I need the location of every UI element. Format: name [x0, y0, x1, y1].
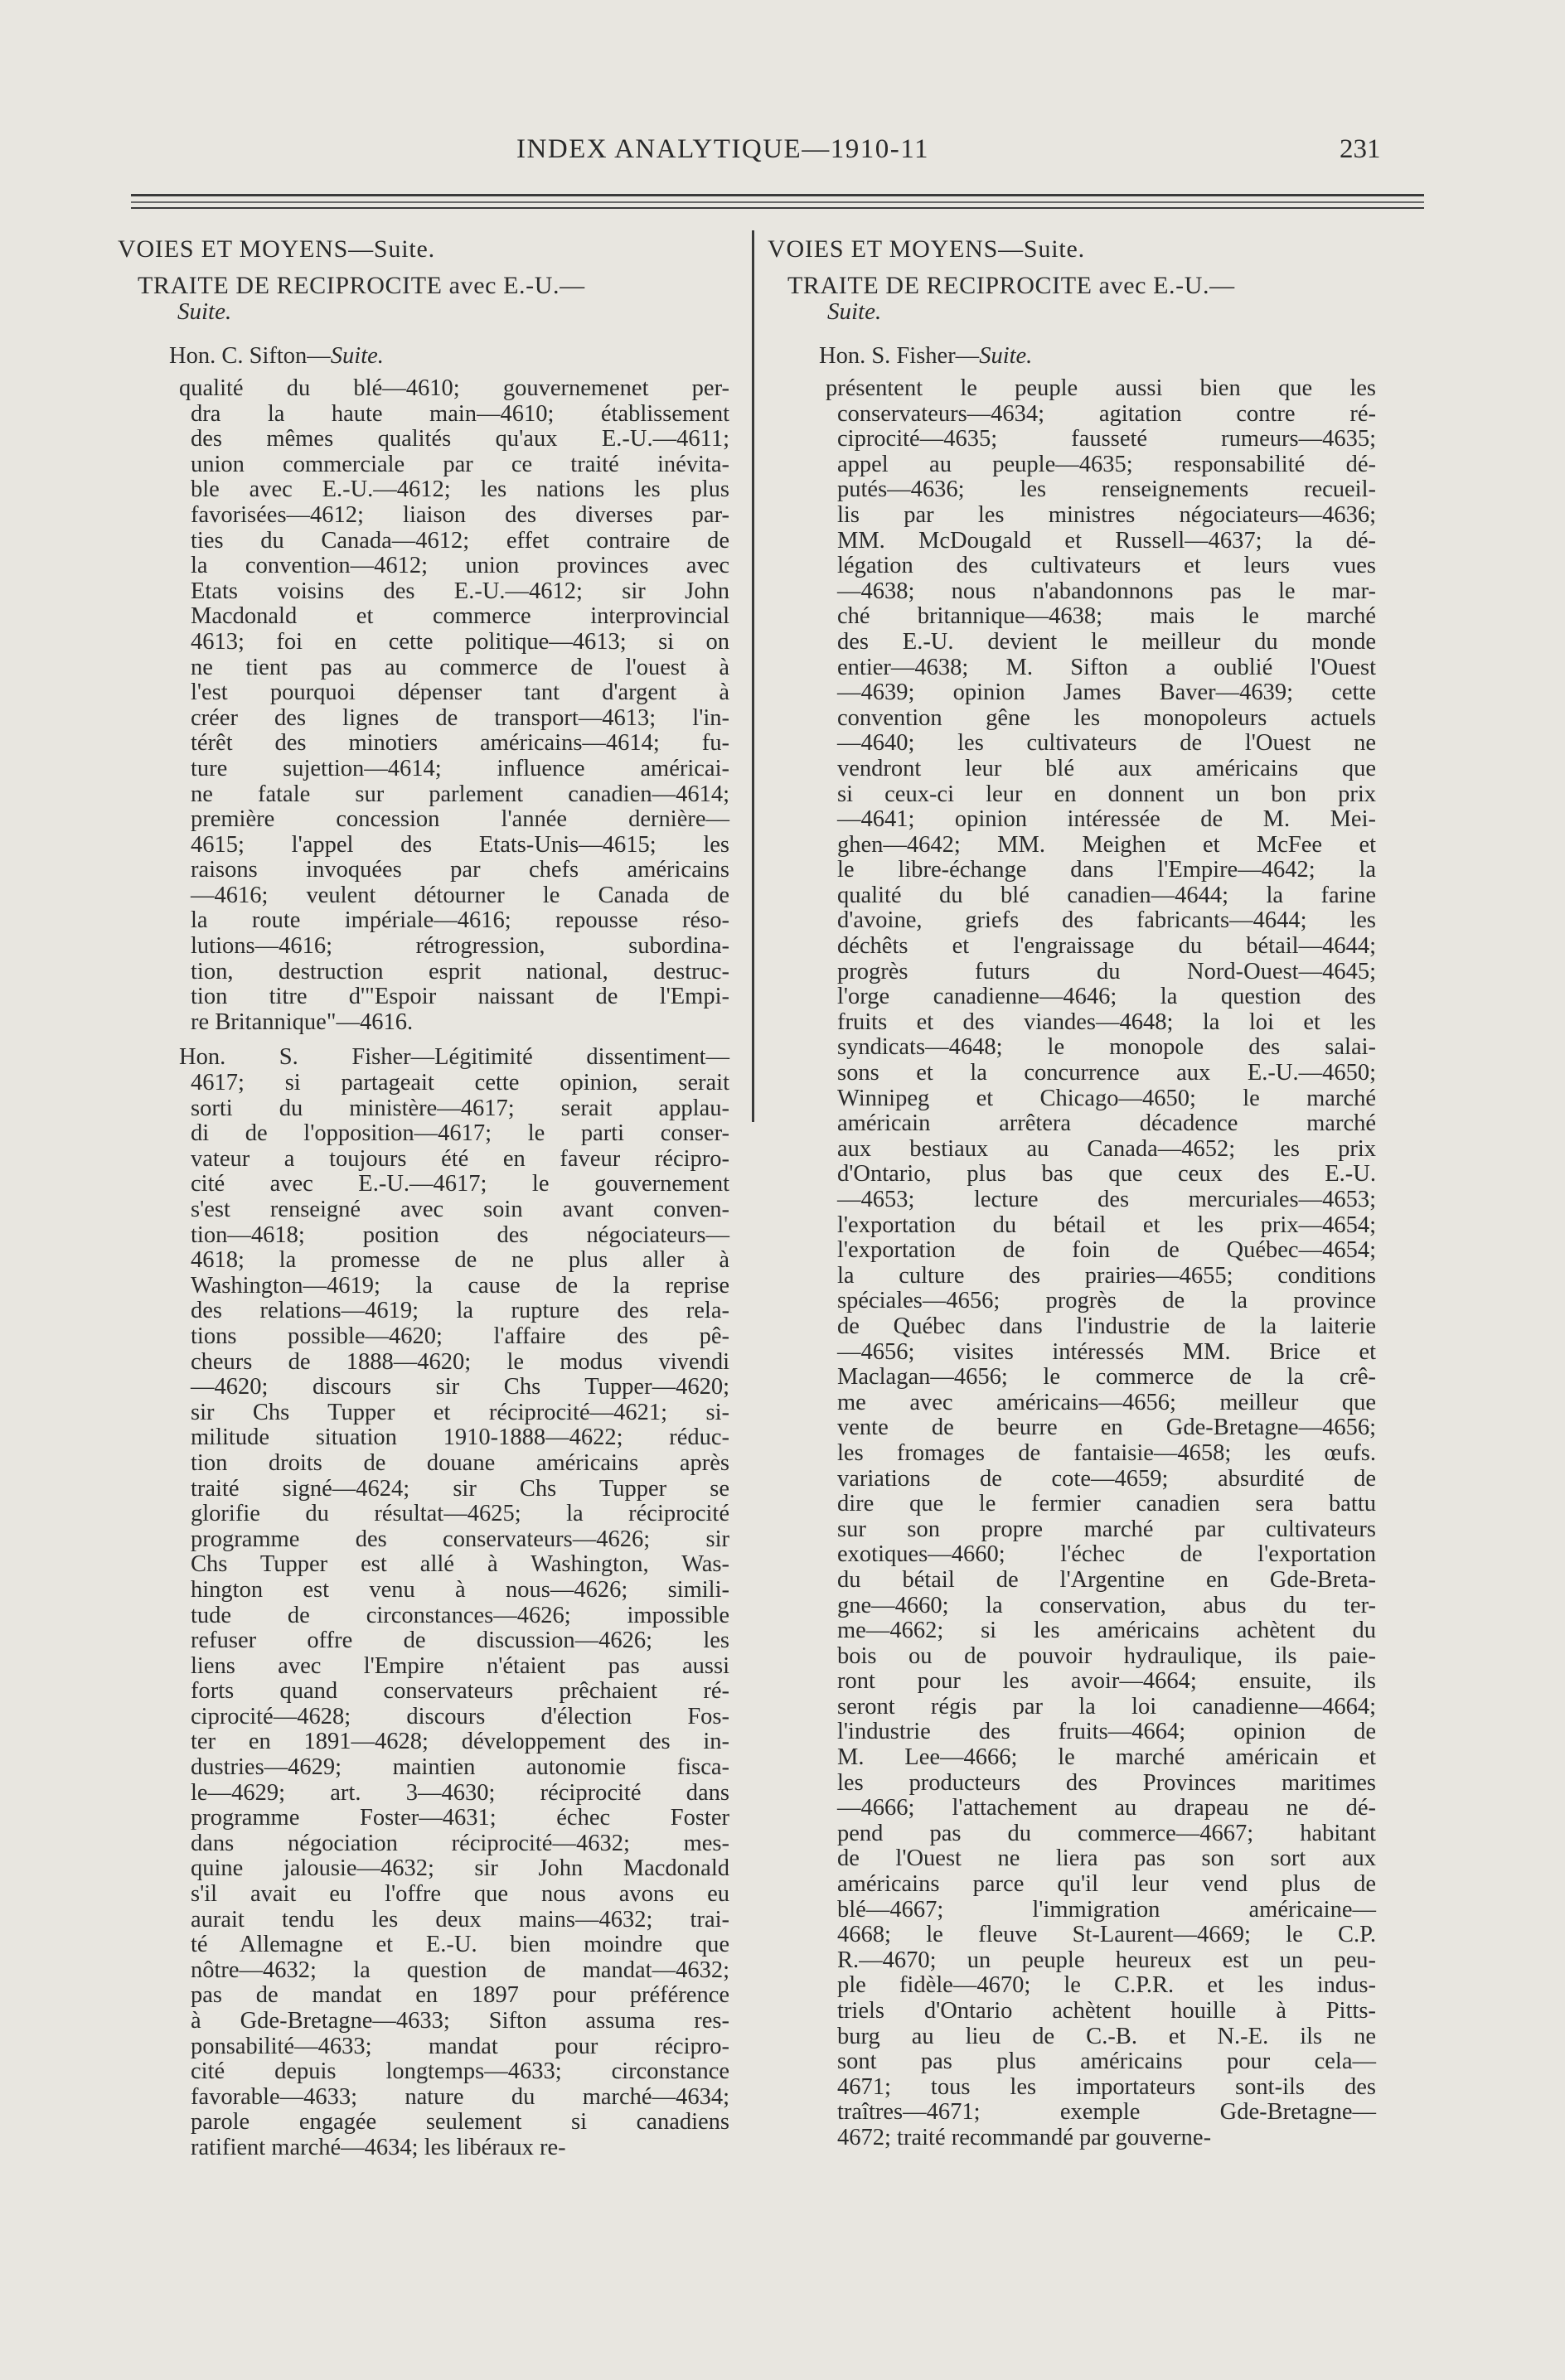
text-line: s'il avait eu l'offre que nous avons eu	[191, 1881, 729, 1908]
text-line: pas de mandat en 1897 pour préférence	[191, 1982, 729, 2009]
text-line: 4617; si partageait cette opinion, serait	[191, 1070, 729, 1096]
text-line: ratifient marché—4634; les libéraux re-	[191, 2134, 566, 2160]
text-line: Washington—4619; la cause de la reprise	[191, 1272, 729, 1299]
index-entry	[826, 375, 1376, 2151]
header-rule-middle	[131, 201, 1424, 203]
text-line: favorable—4633; nature du marché—4634;	[191, 2083, 729, 2110]
text-line: légation des cultivateurs et leurs vues	[837, 553, 1376, 579]
text-line: Hon. S. Fisher—Légitimité dissentiment—	[179, 1044, 729, 1071]
text-line: térêt des minotiers américains—4614; fu-	[191, 730, 729, 757]
text-line: ple fidèle—4670; le C.P.R. et les indus-	[837, 1972, 1376, 1999]
text-line: aurait tendu les deux mains—4632; trai-	[191, 1906, 729, 1933]
text-line: ponsabilité—4633; mandat pour récipro-	[191, 2033, 729, 2059]
section-heading: VOIES ET MOYENS—Suite.	[118, 235, 435, 263]
text-line: syndicats—4648; le monopole des salai-	[837, 1034, 1376, 1061]
text-line: d'avoine, griefs des fabricants—4644; les	[837, 907, 1376, 934]
text-line: présentent le peuple aussi bien que les	[826, 375, 1376, 401]
text-line: ter en 1891—4628; développement des in-	[191, 1729, 729, 1755]
text-line: le—4629; art. 3—4630; réciprocité dans	[191, 1779, 729, 1806]
text-line: triels d'Ontario achètent houille à Pitts-	[837, 1998, 1376, 2024]
text-line: progrès futurs du Nord-Ouest—4645;	[837, 958, 1376, 984]
left-column	[118, 235, 738, 2161]
text-line: bois ou de pouvoir hydraulique, ils paie-	[837, 1642, 1376, 1669]
text-line: ture sujettion—4614; influence américai-	[191, 755, 729, 781]
text-line: refuser offre de discussion—4626; les	[191, 1628, 729, 1654]
text-line: créer des lignes de transport—4613; l'in-	[191, 704, 729, 731]
text-line: gne—4660; la conservation, abus du ter-	[837, 1592, 1376, 1618]
text-line: les producteurs des Provinces maritimes	[837, 1769, 1376, 1796]
page-number: 231	[1340, 134, 1381, 164]
text-line: me avec américains—4656; meilleur que	[837, 1389, 1376, 1415]
text-line: tion droits de douane américains après	[191, 1449, 729, 1476]
text-line: union commerciale par ce traité inévita-	[191, 451, 729, 477]
text-line: traîtres—4671; exemple Gde-Bretagne—	[837, 2099, 1376, 2126]
text-line: dra la haute main—4610; établissement	[191, 400, 729, 427]
text-line: si ceux-ci leur en donnent un bon prix	[837, 781, 1376, 807]
text-line: les fromages de fantaisie—4658; les œufs.	[837, 1439, 1376, 1466]
text-line: s'est renseigné avec soin avant conven-	[191, 1197, 729, 1222]
subsection-heading: TRAITE DE RECIPROCITE avec E.-U.—	[787, 272, 1235, 299]
text-line: ties du Canada—4612; effet contraire de	[191, 527, 729, 554]
speaker-suffix: Suite.	[330, 343, 384, 369]
text-line: dire que le fermier canadien sera battu	[837, 1491, 1376, 1517]
speaker-suffix: Suite.	[979, 343, 1033, 369]
text-line: 4613; foi en cette politique—4613; si on	[191, 628, 729, 655]
text-line: forts quand conservateurs prêchaient ré-	[191, 1678, 729, 1705]
text-line: américains parce qu'il leur vend plus de	[837, 1871, 1376, 1898]
text-line: traité signé—4624; sir Chs Tupper se	[191, 1475, 729, 1502]
text-line: à Gde-Bretagne—4633; Sifton assuma res-	[191, 2008, 729, 2034]
text-line: américain arrêtera décadence marché	[837, 1110, 1376, 1137]
text-line: entier—4638; M. Sifton a oublié l'Ouest	[837, 654, 1376, 680]
text-line: ché britannique—4638; mais le marché	[837, 603, 1376, 630]
text-line: lutions—4616; rétrogression, subordina-	[191, 933, 729, 960]
index-entry	[179, 375, 729, 1035]
text-line: burg au lieu de C.-B. et N.-E. ils ne	[837, 2023, 1376, 2049]
text-line: seront régis par la loi canadienne—4664;	[837, 1693, 1376, 1720]
text-line: 4668; le fleuve St-Laurent—4669; le C.P.	[837, 1922, 1376, 1948]
speaker-heading	[169, 343, 738, 370]
text-line: vendront leur blé aux américains que	[837, 755, 1376, 781]
subsection-heading: TRAITE DE RECIPROCITE avec E.-U.—	[138, 272, 585, 299]
text-line: parole engagée seulement si canadiens	[191, 2109, 729, 2136]
text-line: nôtre—4632; la question de mandat—4632;	[191, 1957, 729, 1983]
column-divider	[752, 230, 754, 1122]
text-line: té Allemagne et E.-U. bien moindre que	[191, 1932, 729, 1958]
text-line: lis par les ministres négociateurs—4636;	[837, 501, 1376, 528]
text-line: hington est venu à nous—4626; simili-	[191, 1576, 729, 1603]
text-line: exotiques—4660; l'échec de l'exportation	[837, 1541, 1376, 1568]
text-line: —4641; opinion intéressée de M. Mei-	[837, 806, 1376, 833]
text-line: sons et la concurrence aux E.-U.—4650;	[837, 1060, 1376, 1086]
text-line: tions possible—4620; l'affaire des pê-	[191, 1323, 729, 1349]
text-line: de Québec dans l'industrie de la laiterie	[837, 1313, 1376, 1339]
text-line: —4640; les cultivateurs de l'Ouest ne	[837, 730, 1376, 757]
running-header	[0, 131, 1565, 172]
text-line: des mêmes qualités qu'aux E.-U.—4611;	[191, 426, 729, 452]
text-line: l'industrie des fruits—4664; opinion de	[837, 1719, 1376, 1745]
text-line: programme Foster—4631; échec Foster	[191, 1805, 729, 1831]
text-line: me—4662; si les américains achètent du	[837, 1618, 1376, 1644]
text-line: pend pas du commerce—4667; habitant	[837, 1820, 1376, 1846]
text-line: des relations—4619; la rupture des rela-	[191, 1298, 729, 1324]
subsection-continued: Suite.	[827, 298, 882, 325]
text-line: ne tient pas au commerce de l'ouest à	[191, 654, 729, 680]
header-title: INDEX ANALYTIQUE—1910-11	[516, 134, 929, 164]
text-line: du bétail de l'Argentine en Gde-Breta-	[837, 1566, 1376, 1593]
text-line: la route impériale—4616; repousse réso-	[191, 907, 729, 934]
text-line: —4616; veulent détourner le Canada de	[191, 882, 729, 908]
text-line: blé—4667; l'immigration américaine—	[837, 1896, 1376, 1923]
header-rule-top	[131, 194, 1424, 196]
text-line: ront pour les avoir—4664; ensuite, ils	[837, 1668, 1376, 1695]
text-line: ne fatale sur parlement canadien—4614;	[191, 781, 729, 807]
text-line: la culture des prairies—4655; conditions	[837, 1262, 1376, 1289]
text-line: Maclagan—4656; le commerce de la crê-	[837, 1364, 1376, 1391]
text-line: —4666; l'attachement au drapeau ne dé-	[837, 1795, 1376, 1821]
text-line: 4618; la promesse de ne plus aller à	[191, 1247, 729, 1274]
text-line: spéciales—4656; progrès de la province	[837, 1288, 1376, 1314]
text-line: de l'Ouest ne liera pas son sort aux	[837, 1845, 1376, 1872]
text-line: déchêts et l'engraissage du bétail—4644;	[837, 933, 1376, 960]
text-line: vente de beurre en Gde-Bretagne—4656;	[837, 1415, 1376, 1441]
text-line: le libre-échange dans l'Empire—4642; la	[837, 857, 1376, 883]
text-line: ciprocité—4628; discours d'élection Fos-	[191, 1703, 729, 1729]
section-heading: VOIES ET MOYENS—Suite.	[768, 235, 1085, 263]
text-line: —4639; opinion James Baver—4639; cette	[837, 680, 1376, 706]
index-entry	[179, 1045, 729, 2160]
text-line: raisons invoquées par chefs américains	[191, 857, 729, 883]
text-line: variations de cote—4659; absurdité de	[837, 1465, 1376, 1492]
text-line: l'exportation du bétail et les prix—4654;	[837, 1212, 1376, 1238]
header-rule-bottom	[131, 207, 1424, 209]
text-line: l'est pourquoi dépenser tant d'argent à	[191, 680, 729, 706]
text-line: cité depuis longtemps—4633; circonstance	[191, 2058, 729, 2085]
text-line: Etats voisins des E.-U.—4612; sir John	[191, 578, 729, 604]
text-line: qualité du blé canadien—4644; la farine	[837, 882, 1376, 908]
text-line: aux bestiaux au Canada—4652; les prix	[837, 1135, 1376, 1162]
text-line: —4653; lecture des mercuriales—4653;	[837, 1187, 1376, 1212]
text-line: quine jalousie—4632; sir John Macdonald	[191, 1855, 729, 1882]
text-line: militude situation 1910-1888—4622; réduc-	[191, 1425, 729, 1451]
text-line: ciprocité—4635; fausseté rumeurs—4635;	[837, 426, 1376, 452]
text-line: vateur a toujours été en faveur récipro-	[191, 1145, 729, 1172]
text-line: M. Lee—4666; le marché américain et	[837, 1744, 1376, 1771]
text-line: sur son propre marché par cultivateurs	[837, 1516, 1376, 1542]
text-line: l'exportation de foin de Québec—4654;	[837, 1237, 1376, 1264]
text-line: 4615; l'appel des Etats-Unis—4615; les	[191, 831, 729, 858]
text-line: sorti du ministère—4617; serait applau-	[191, 1095, 729, 1121]
text-line: d'Ontario, plus bas que ceux des E.-U.	[837, 1161, 1376, 1188]
text-line: programme des conservateurs—4626; sir	[191, 1526, 729, 1552]
text-line: tude de circonstances—4626; impossible	[191, 1602, 729, 1628]
text-line: sont pas plus américains pour cela—	[837, 2049, 1376, 2075]
text-line: 4672; traité recommandé par gouverne-	[837, 2124, 1212, 2150]
text-line: —4620; discours sir Chs Tupper—4620;	[191, 1374, 729, 1400]
text-line: Chs Tupper est allé à Washington, Was-	[191, 1551, 729, 1578]
text-line: liens avec l'Empire n'étaient pas aussi	[191, 1652, 729, 1679]
text-line: conservateurs—4634; agitation contre ré-	[837, 400, 1376, 427]
text-line: re Britannique"—4616.	[191, 1009, 414, 1035]
text-line: sir Chs Tupper et réciprocité—4621; si-	[191, 1399, 729, 1425]
text-line: MM. McDougald et Russell—4637; la dé-	[837, 527, 1376, 554]
text-line: tion, destruction esprit national, destruc-	[191, 958, 729, 984]
text-line: di de l'opposition—4617; le parti conser-	[191, 1120, 729, 1147]
text-line: 4671; tous les importateurs sont-ils des	[837, 2073, 1376, 2100]
text-line: première concession l'année dernière—	[191, 806, 729, 833]
text-line: tion—4618; position des négociateurs—	[191, 1221, 729, 1248]
text-line: des E.-U. devient le meilleur du monde	[837, 628, 1376, 655]
text-line: —4656; visites intéressés MM. Brice et	[837, 1338, 1376, 1365]
text-line: fruits et des viandes—4648; la loi et les	[837, 1009, 1376, 1035]
text-line: convention gêne les monopoleurs actuels	[837, 704, 1376, 731]
text-line: cité avec E.-U.—4617; le gouvernement	[191, 1171, 729, 1197]
right-column	[768, 235, 1388, 2151]
text-line: tion titre d'"Espoir naissant de l'Empi-	[191, 984, 729, 1010]
text-line: appel au peuple—4635; responsabilité dé-	[837, 451, 1376, 477]
text-line: Macdonald et commerce interprovincial	[191, 603, 729, 630]
text-line: putés—4636; les renseignements recueil-	[837, 476, 1376, 503]
speaker-name: Hon. S. Fisher—	[819, 343, 980, 369]
text-line: glorifie du résultat—4625; la réciprocité	[191, 1501, 729, 1527]
subsection-continued: Suite.	[177, 298, 232, 325]
text-line: favorisées—4612; liaison des diverses par-	[191, 501, 729, 528]
text-line: dans négociation réciprocité—4632; mes-	[191, 1830, 729, 1856]
text-line: ghen—4642; MM. Meighen et McFee et	[837, 831, 1376, 858]
text-line: —4638; nous n'abandonnons pas le mar-	[837, 578, 1376, 604]
text-line: R.—4670; un peuple heureux est un peu-	[837, 1947, 1376, 1973]
text-line: l'orge canadienne—4646; la question des	[837, 984, 1376, 1010]
text-line: Winnipeg et Chicago—4650; le marché	[837, 1085, 1376, 1111]
speaker-heading	[819, 343, 1388, 370]
text-line: ble avec E.-U.—4612; les nations les plus	[191, 476, 729, 503]
text-line: dustries—4629; maintien autonomie fisca-	[191, 1754, 729, 1781]
text-line: qualité du blé—4610; gouvernemenet per-	[179, 375, 729, 401]
text-line: la convention—4612; union provinces avec	[191, 553, 729, 579]
speaker-name: Hon. C. Sifton—	[169, 343, 331, 369]
text-line: cheurs de 1888—4620; le modus vivendi	[191, 1348, 729, 1375]
